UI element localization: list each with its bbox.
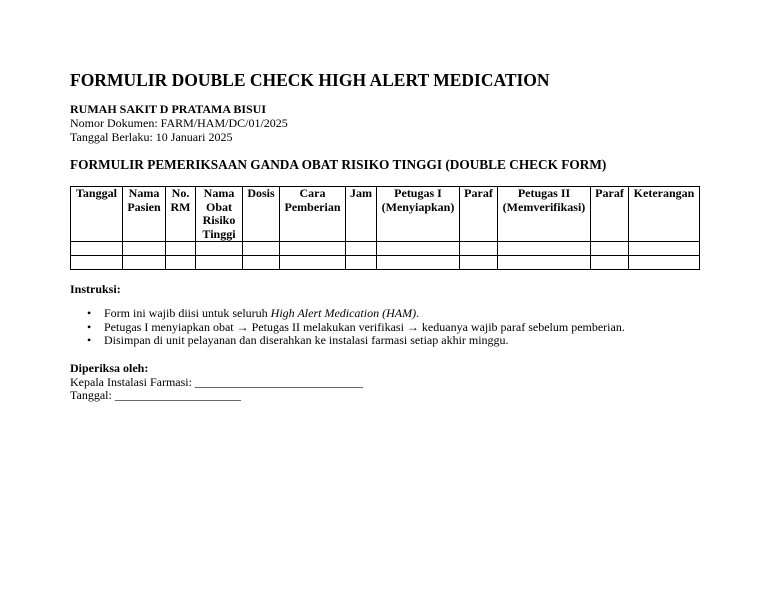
- document-number: Nomor Dokumen: FARM/HAM/DC/01/2025: [70, 116, 288, 130]
- table-cell[interactable]: [377, 242, 460, 256]
- table-cell[interactable]: [591, 242, 629, 256]
- table-cell[interactable]: [280, 256, 346, 270]
- table-cell[interactable]: [498, 242, 591, 256]
- instructions-list: [70, 307, 625, 348]
- table-cell[interactable]: [629, 256, 700, 270]
- instruction-item: • Petugas I menyiapkan obat → Petugas II melakukan verifikasi → keduanya wajib paraf sebelum pemberian.: [104, 321, 625, 335]
- instruction-text: Form ini wajib diisi untuk seluruh: [104, 306, 271, 320]
- table-cell[interactable]: [460, 242, 498, 256]
- instructions-heading: Instruksi:: [70, 282, 121, 296]
- column-header: Petugas II (Memverifikasi): [498, 187, 591, 242]
- column-header: Petugas I (Menyiapkan): [377, 187, 460, 242]
- instruction-text: .: [416, 306, 420, 320]
- table-cell[interactable]: [123, 242, 166, 256]
- column-header: Dosis: [243, 187, 280, 242]
- column-header: Tanggal: [71, 187, 123, 242]
- table-cell[interactable]: [196, 242, 243, 256]
- table-cell[interactable]: [460, 256, 498, 270]
- double-check-table: [70, 186, 700, 270]
- table-cell[interactable]: [166, 242, 196, 256]
- checked-by-heading: Diperiksa oleh:: [70, 361, 149, 375]
- table-cell[interactable]: [71, 242, 123, 256]
- document-title: FORMULIR DOUBLE CHECK HIGH ALERT MEDICATION: [70, 70, 550, 90]
- table-cell[interactable]: [346, 242, 377, 256]
- column-header: No. RM: [166, 187, 196, 242]
- table-row: [71, 242, 700, 256]
- table-cell[interactable]: [123, 256, 166, 270]
- table-cell[interactable]: [498, 256, 591, 270]
- column-header: Paraf: [591, 187, 629, 242]
- table-cell[interactable]: [196, 256, 243, 270]
- column-header: Jam: [346, 187, 377, 242]
- column-header: Nama Pasien: [123, 187, 166, 242]
- table-row: [71, 256, 700, 270]
- table-cell[interactable]: [243, 256, 280, 270]
- table-cell[interactable]: [280, 242, 346, 256]
- table-cell[interactable]: [629, 242, 700, 256]
- table-cell[interactable]: [591, 256, 629, 270]
- column-header: Cara Pemberian: [280, 187, 346, 242]
- table-cell[interactable]: [346, 256, 377, 270]
- column-header: Keterangan: [629, 187, 700, 242]
- instruction-item: • Disimpan di unit pelayanan dan diserahkan ke instalasi farmasi setiap akhir minggu.: [104, 334, 625, 348]
- table-cell[interactable]: [377, 256, 460, 270]
- instruction-item: [104, 307, 625, 321]
- column-header: Paraf: [460, 187, 498, 242]
- table-cell[interactable]: [71, 256, 123, 270]
- table-header-row: [71, 187, 700, 242]
- column-header: Nama Obat Risiko Tinggi: [196, 187, 243, 242]
- hospital-name: RUMAH SAKIT D PRATAMA BISUI: [70, 102, 267, 116]
- form-subtitle: FORMULIR PEMERIKSAAN GANDA OBAT RISIKO TINGGI (DOUBLE CHECK FORM): [70, 157, 607, 172]
- table-cell[interactable]: [166, 256, 196, 270]
- instruction-italic-text: High Alert Medication (HAM): [270, 306, 417, 320]
- table-cell[interactable]: [243, 242, 280, 256]
- effective-date: Tanggal Berlaku: 10 Januari 2025: [70, 130, 233, 144]
- head-pharmacy-signature-line[interactable]: Kepala Instalasi Farmasi: ____________________________: [70, 375, 363, 389]
- signoff-date-line[interactable]: Tanggal: _____________________: [70, 388, 241, 402]
